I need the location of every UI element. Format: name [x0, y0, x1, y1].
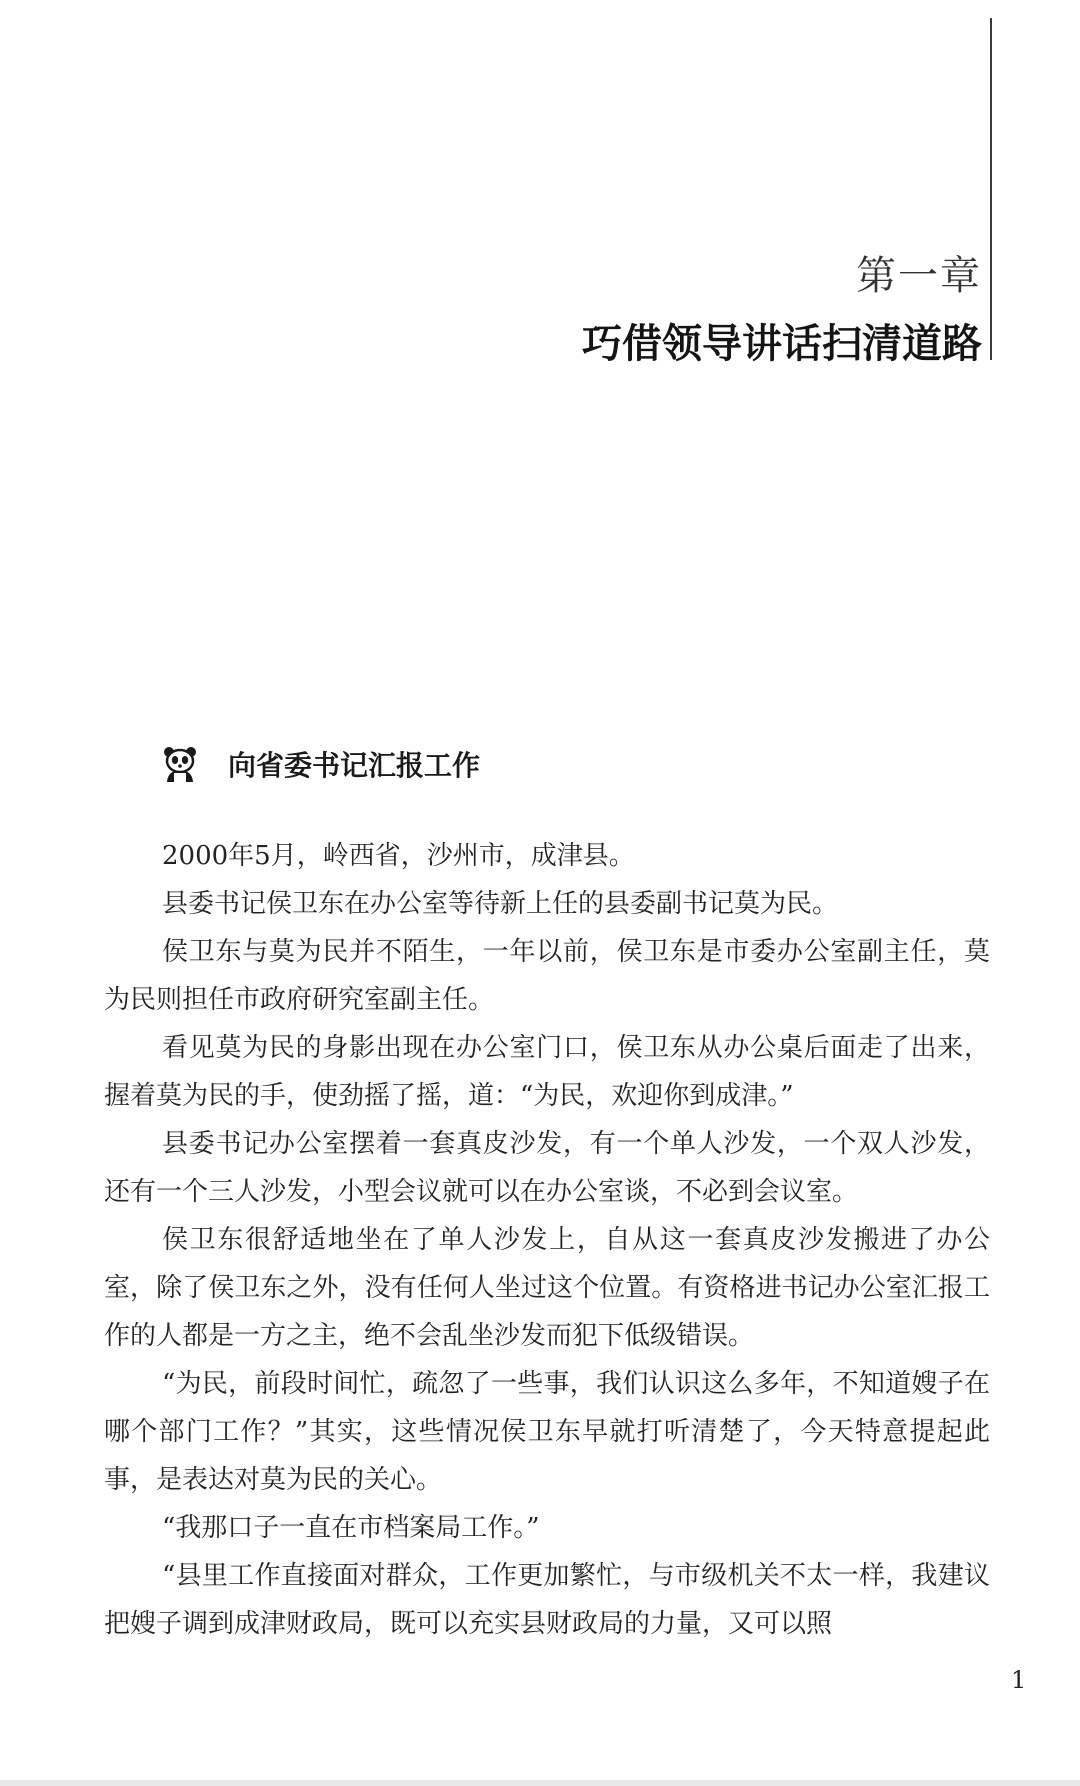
paragraph: “县里工作直接面对群众，工作更加繁忙，与市级机关不太一样，我建议把嫂子调到成津财政局，既可以充实县财政局的力量，又可以照: [104, 1561, 990, 1639]
viewer-bottom-edge: [0, 1780, 1080, 1786]
chapter-title: 巧借领导讲话扫清道路: [582, 321, 982, 367]
page-edge-rule: [990, 18, 992, 360]
body-text: [104, 832, 990, 1648]
page-number: 1: [1011, 1666, 1027, 1694]
panda-icon: [160, 744, 200, 784]
section-title: 向省委书记汇报工作: [228, 749, 481, 782]
chapter-number: 第一章: [856, 253, 982, 299]
paragraph: “为民，前段时间忙，疏忽了一些事，我们认识这么多年，不知道嫂子在哪个部门工作？”其实，这些情况侯卫东早就打听清楚了，今天特意提起此事，是表达对莫为民的关心。: [104, 1369, 990, 1495]
paragraph: 侯卫东与莫为民并不陌生，一年以前，侯卫东是市委办公室副主任，莫为民则担任市政府研究室副主任。: [104, 937, 990, 1015]
paragraph: 2000年5月，岭西省，沙州市，成津县。: [162, 841, 635, 871]
paragraph: 县委书记办公室摆着一套真皮沙发，有一个单人沙发，一个双人沙发，还有一个三人沙发，小型会议就可以在办公室谈，不必到会议室。: [104, 1129, 990, 1207]
paragraph: 看见莫为民的身影出现在办公室门口，侯卫东从办公桌后面走了出来，握着莫为民的手，使劲摇了摇，道：“为民，欢迎你到成津。”: [104, 1033, 990, 1111]
paragraph: 县委书记侯卫东在办公室等待新上任的县委副书记莫为民。: [162, 889, 839, 919]
paragraph: “我那口子一直在市档案局工作。”: [162, 1513, 540, 1543]
section-heading: [160, 744, 480, 784]
paragraph: 侯卫东很舒适地坐在了单人沙发上，自从这一套真皮沙发搬进了办公室，除了侯卫东之外，没有任何人坐过这个位置。有资格进书记办公室汇报工作的人都是一方之主，绝不会乱坐沙发而犯下低级错误。: [104, 1225, 990, 1351]
